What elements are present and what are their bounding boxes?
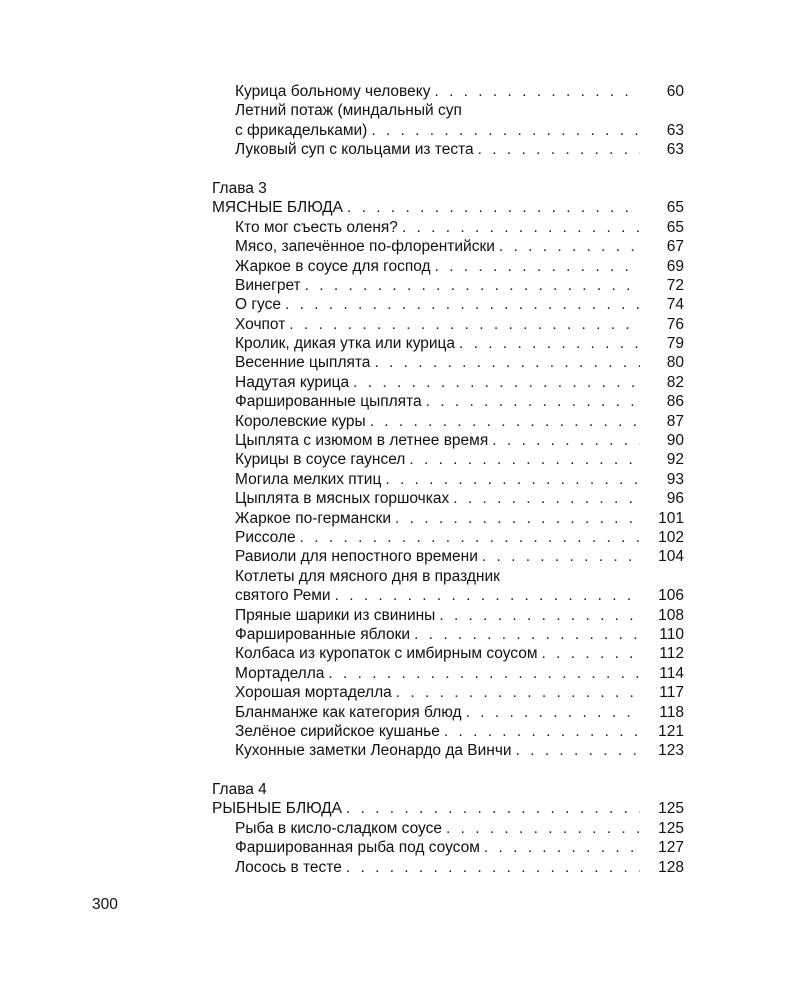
- toc-entry: [212, 276, 684, 295]
- dot-leader: [484, 838, 640, 857]
- entry-title: Лосось в тесте: [235, 858, 342, 876]
- entry-page: 93: [666, 470, 684, 488]
- entry-page: 63: [666, 121, 684, 139]
- carryover-section: [212, 82, 684, 160]
- toc-entry: [212, 295, 684, 314]
- chapter-4-section: [212, 780, 684, 877]
- entry-title: Надутая курица: [235, 373, 350, 391]
- section-gap: [212, 160, 684, 179]
- toc-entry: [212, 819, 684, 838]
- entry-page: 63: [666, 141, 684, 159]
- dot-leader: [435, 257, 640, 276]
- toc-entry: [212, 838, 684, 857]
- toc-entry: [212, 528, 684, 547]
- entry-page: 67: [666, 238, 684, 256]
- chapter-3-section: [212, 179, 684, 761]
- entry-title: святого Реми: [235, 587, 331, 605]
- dot-leader: [285, 295, 640, 314]
- entry-page: 110: [659, 625, 684, 643]
- dot-leader: [402, 218, 640, 237]
- toc-entry: [212, 547, 684, 566]
- toc-entry: [212, 140, 684, 159]
- page-number: 300: [92, 896, 118, 913]
- entry-title: Курица больному человеку: [235, 83, 431, 100]
- entry-title: Могила мелких птиц: [235, 470, 382, 488]
- entry-page: 74: [666, 296, 684, 314]
- entry-title: Винегрет: [235, 276, 301, 294]
- chapter-title: РЫБНЫЕ БЛЮДА: [212, 800, 342, 818]
- dot-leader: [444, 722, 640, 741]
- toc-entry: [212, 334, 684, 353]
- entry-title: Королевские куры: [235, 412, 366, 430]
- toc-entry: [212, 353, 684, 372]
- entry-page: 92: [666, 451, 684, 469]
- dot-leader: [305, 276, 640, 295]
- dot-leader: [371, 121, 640, 140]
- entry-page: 72: [666, 276, 684, 294]
- dot-leader: [353, 373, 640, 392]
- dot-leader: [446, 819, 640, 838]
- entry-title: Хорошая мортаделла: [235, 684, 392, 702]
- dot-leader: [499, 237, 640, 256]
- chapter-title: МЯСНЫЕ БЛЮДА: [212, 199, 344, 217]
- entry-page: 125: [658, 819, 684, 837]
- entry-title: Цыплята с изюмом в летнее время: [235, 432, 489, 450]
- dot-leader: [426, 392, 640, 411]
- toc-entry: [212, 431, 684, 450]
- dot-leader: [453, 489, 640, 508]
- entry-title: Фаршированная рыба под соусом: [235, 839, 480, 857]
- entry-title: Жаркое в соусе для господ: [235, 257, 431, 275]
- chapter-4-entries: [212, 819, 684, 877]
- entry-title: О гусе: [235, 296, 281, 314]
- dot-leader: [466, 703, 640, 722]
- dot-leader: [459, 334, 640, 353]
- entry-page: 96: [666, 490, 684, 508]
- entry-page: 106: [658, 587, 684, 605]
- dot-leader: [374, 353, 640, 372]
- entry-title: Фаршированные цыплята: [235, 393, 422, 411]
- toc-entry: [212, 586, 684, 605]
- entry-title: Кто мог съесть оленя?: [235, 218, 398, 236]
- dot-leader: [328, 664, 640, 683]
- entry-page: 123: [658, 742, 684, 760]
- chapter-page: 65: [666, 199, 684, 217]
- dot-leader: [439, 606, 640, 625]
- dot-leader: [300, 528, 640, 547]
- dot-leader: [516, 741, 640, 760]
- dot-leader: [409, 450, 640, 469]
- dot-leader: [396, 683, 640, 702]
- entry-title: Риссоле: [235, 528, 296, 546]
- dot-leader: [492, 431, 640, 450]
- toc-entry: [212, 392, 684, 411]
- toc-entry: [212, 858, 684, 877]
- toc-entry: [212, 470, 684, 489]
- entry-page: 65: [666, 218, 684, 236]
- entry-title: Котлеты для мясного дня в праздник: [235, 567, 500, 585]
- entry-page: 82: [666, 373, 684, 391]
- chapter-label: Глава 3: [212, 179, 267, 197]
- dot-leader: [434, 82, 640, 101]
- dot-leader: [370, 412, 640, 431]
- entry-page: 104: [658, 548, 684, 566]
- entry-title: Мясо, запечённое по-флорентийски: [235, 238, 495, 256]
- toc-entry: [212, 722, 684, 741]
- entry-page: 102: [658, 528, 684, 546]
- entry-title: Колбаса из куропаток с имбирным соусом: [235, 645, 538, 663]
- chapter-page: 125: [658, 800, 684, 818]
- entry-page: 118: [659, 703, 684, 721]
- dot-leader: [395, 509, 640, 528]
- toc-entry: [212, 625, 684, 644]
- entry-title: Пряные шарики из свинины: [235, 606, 436, 624]
- entry-page: 80: [666, 354, 684, 372]
- entry-title: Весенние цыплята: [235, 354, 371, 372]
- dot-leader: [335, 586, 640, 605]
- entry-title: Кролик, дикая утка или курица: [235, 335, 456, 353]
- entry-page: 112: [659, 645, 684, 663]
- toc-entry: [212, 664, 684, 683]
- toc-entry: [212, 567, 684, 586]
- entry-title: Кухонные заметки Леонардо да Винчи: [235, 742, 512, 760]
- dot-leader: [414, 625, 640, 644]
- toc-entry: [212, 315, 684, 334]
- toc-entry: [212, 741, 684, 760]
- entry-page: 87: [666, 412, 684, 430]
- toc-entry: [212, 82, 684, 101]
- dot-leader: [482, 547, 640, 566]
- dot-leader: [385, 470, 640, 489]
- entry-title: Жаркое по-германски: [235, 509, 391, 527]
- dot-leader: [289, 315, 640, 334]
- toc-entry: [212, 373, 684, 392]
- table-of-contents: [212, 82, 684, 877]
- toc-entry: [212, 683, 684, 702]
- entry-page: 117: [659, 684, 684, 702]
- toc-entry: [212, 101, 684, 120]
- entry-page: 128: [658, 858, 684, 876]
- chapter-heading: [212, 198, 684, 217]
- entry-title: Рыба в кисло-сладком соусе: [235, 819, 442, 837]
- entry-page: 127: [658, 839, 684, 857]
- entry-title: Зелёное сирийское кушанье: [235, 722, 440, 740]
- dot-leader: [542, 644, 641, 663]
- dot-leader: [478, 140, 640, 159]
- section-gap: [212, 761, 684, 780]
- dot-leader: [346, 858, 640, 877]
- entry-title: Мортаделла: [235, 664, 325, 682]
- entry-title: Хочпот: [235, 315, 286, 333]
- toc-entry: [212, 703, 684, 722]
- toc-entry: [212, 606, 684, 625]
- entry-page: 60: [666, 83, 684, 100]
- entry-title: Бланманже как категория блюд: [235, 703, 462, 721]
- entry-page: 121: [658, 722, 684, 740]
- dot-leader: [347, 198, 640, 217]
- toc-entry: [212, 218, 684, 237]
- entry-page: 76: [666, 315, 684, 333]
- entry-title: Луковый суп с кольцами из теста: [235, 141, 474, 159]
- toc-entry: [212, 450, 684, 469]
- entry-title: Фаршированные яблоки: [235, 625, 411, 643]
- entry-page: 69: [666, 257, 684, 275]
- chapter-heading: [212, 799, 684, 818]
- entry-title: Цыплята в мясных горшочках: [235, 490, 450, 508]
- entry-page: 114: [659, 664, 684, 682]
- chapter-label: Глава 4: [212, 781, 267, 799]
- entry-page: 101: [658, 509, 684, 527]
- entry-title: Равиоли для непостного времени: [235, 548, 478, 566]
- entry-page: 108: [658, 606, 684, 624]
- toc-entry: [212, 121, 684, 140]
- entry-title: Курицы в соусе гаунсел: [235, 451, 406, 469]
- toc-entry: [212, 412, 684, 431]
- toc-entry: [212, 489, 684, 508]
- entry-page: 90: [666, 432, 684, 450]
- chapter-3-entries: [212, 218, 684, 761]
- toc-entry: [212, 257, 684, 276]
- entry-title: Летний потаж (миндальный суп: [235, 102, 462, 120]
- entry-page: 79: [666, 335, 684, 353]
- toc-entry: [212, 509, 684, 528]
- entry-title: с фрикадельками): [235, 121, 368, 139]
- entry-page: 86: [666, 393, 684, 411]
- toc-entry: [212, 237, 684, 256]
- toc-entry: [212, 644, 684, 663]
- dot-leader: [346, 799, 640, 818]
